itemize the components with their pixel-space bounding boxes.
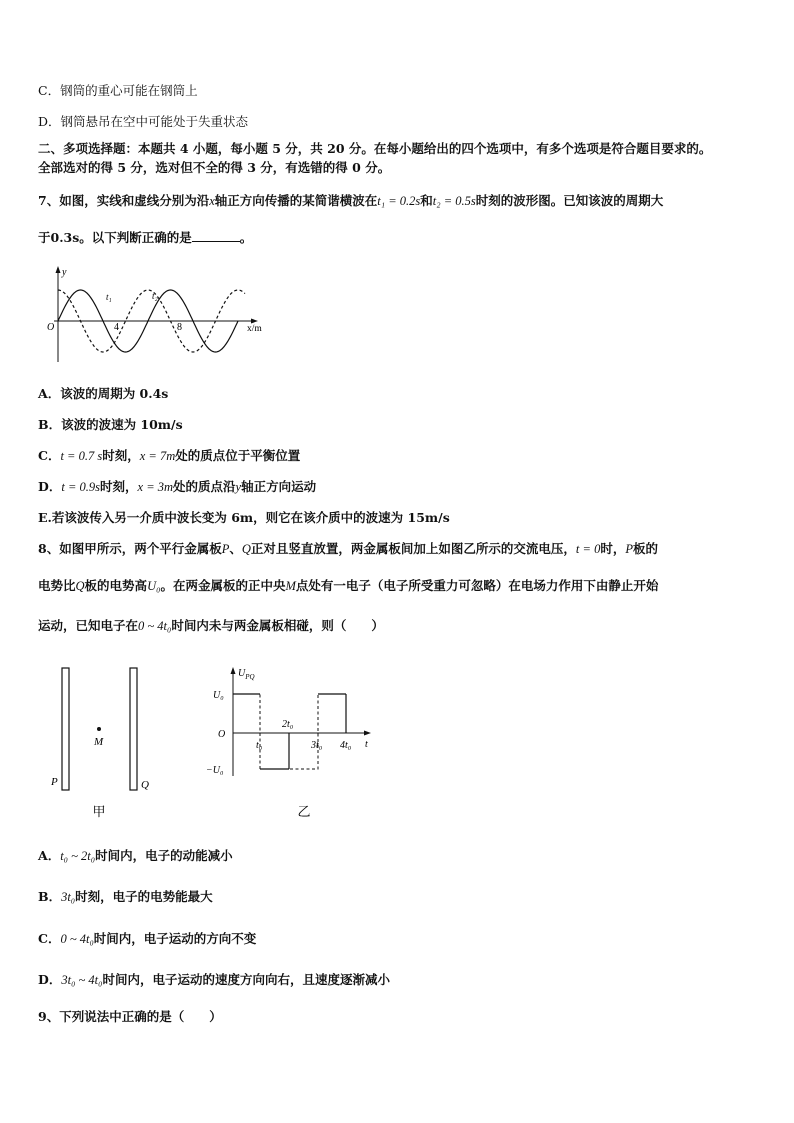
opt-label: C． (38, 448, 61, 463)
q7-stem-text: 和 (420, 193, 433, 208)
q8-text: 8、如图甲所示，两个平行金属板 (38, 541, 222, 556)
q8-text: 时， (600, 541, 626, 556)
q7-option-e: E.若该波传入另一介质中波长变为 6m，则它在该介质中的波速为 15m/s (38, 510, 450, 525)
t-axis-arrow (364, 731, 371, 736)
x-unit-label: x/m (247, 324, 262, 334)
answer-blank (192, 230, 240, 242)
math: x = 3m (137, 480, 174, 494)
q8-text: 时间内未与两金属板相碰，则（ ） (171, 618, 384, 633)
math: 3t₀ (61, 890, 76, 904)
opt-label: D． (38, 479, 62, 494)
label-t0: t₀ (256, 740, 263, 751)
caption-jia: 甲 (92, 805, 106, 820)
q8-stem-line2 (38, 578, 658, 594)
opt-text: 时间内，电子运动的方向不变 (93, 931, 257, 946)
t1-label: t₁ (106, 292, 112, 302)
label-4t0: 4t₀ (340, 740, 352, 751)
math: Q (75, 579, 85, 593)
q7-stem-text: 时刻的波形图。已知该波的周期大 (475, 193, 664, 208)
option-c-prev: C．钢筒的重心可能在钢筒上 (38, 83, 198, 98)
math: U₀ (147, 579, 161, 593)
label-2t0: 2t₀ (282, 719, 294, 730)
opt-label: B． (38, 889, 62, 904)
math: t = 0 (575, 542, 601, 556)
opt-label: A． (38, 848, 61, 863)
label-neg-u0: −U₀ (206, 765, 224, 776)
plate-q (130, 668, 137, 790)
q8-text: 运动，已知电子在 (38, 618, 139, 633)
q7-option-c (38, 448, 300, 464)
q8-stem-line3 (38, 618, 384, 634)
q8-text: 、 (229, 541, 242, 556)
tick-8: 8 (177, 322, 182, 333)
point-m (97, 727, 101, 731)
q7-stem-line2 (38, 230, 252, 246)
opt-label: C． (38, 931, 61, 946)
option-d-prev: D．钢筒悬吊在空中可能处于失重状态 (38, 114, 249, 129)
opt-text: 时刻， (100, 479, 138, 494)
math: x = 7m (139, 449, 176, 463)
opt-text: 时刻，电子的电势能最大 (75, 889, 213, 904)
q8-stem-line1 (38, 541, 658, 557)
label-q: Q (141, 779, 149, 791)
label-origin: O (218, 729, 226, 740)
math: 0 ~ 4t₀ (60, 932, 94, 946)
q8-text: 电势比 (38, 578, 76, 593)
t2-label: t₂ (152, 291, 158, 301)
q8-figure-jia (46, 664, 166, 824)
q8-option-a (38, 848, 233, 864)
opt-text: 时间内，电子的动能减小 (95, 848, 233, 863)
q9-stem: 9、下列说法中正确的是（ ） (38, 1009, 222, 1024)
y-label: y (62, 267, 67, 278)
label-m: M (94, 736, 104, 748)
q7-wave-figure (44, 262, 284, 364)
math: P (625, 542, 633, 556)
math: Q (241, 542, 251, 556)
q8-option-c (38, 931, 256, 947)
q7-stem-text: 轴正方向传播的某简谐横波在 (214, 193, 378, 208)
q7-math-x: x (209, 194, 215, 208)
q8-option-b (38, 889, 213, 905)
q7-option-d (38, 479, 316, 495)
u-axis-arrow (231, 667, 236, 674)
q8-text: 。在两金属板的正中央 (160, 578, 286, 593)
q8-text: 正对且竖直放置，两金属板间加上如图乙所示的交流电压， (250, 541, 576, 556)
label-p: P (51, 776, 58, 788)
opt-text: 处的质点位于平衡位置 (175, 448, 301, 463)
math: M (285, 579, 296, 593)
q7-math-t2: t₂ = 0.5s (432, 194, 476, 208)
plate-p (62, 668, 69, 790)
math: P (221, 542, 230, 556)
math: y (235, 480, 242, 494)
opt-text: 时间内，电子运动的速度方向向右，且速度逐渐减小 (102, 972, 391, 987)
x-axis-arrow (251, 319, 258, 324)
label-u0: U₀ (213, 690, 224, 701)
math: 3t₀ ~ 4t₀ (61, 973, 103, 987)
math: t₀ ~ 2t₀ (60, 849, 96, 863)
label-upq: $U_{PQ}$ (238, 668, 255, 681)
math: t = 0.9s (61, 480, 100, 494)
q8-figure-yi (200, 658, 390, 824)
caption-yi: 乙 (297, 805, 311, 820)
q7-stem-text: 于0.3s。以下判断正确的是 (38, 230, 192, 245)
q8-option-d (38, 972, 390, 988)
q8-text: 板的 (632, 541, 658, 556)
tick-4: 4 (114, 322, 119, 333)
label-3t0: 3t₀ (311, 740, 323, 751)
origin-label: O (47, 322, 55, 333)
q8-text: 点处有一电子（电子所受重力可忽略）在电场力作用下由静止开始 (295, 578, 659, 593)
opt-text: 时刻， (102, 448, 140, 463)
opt-label: D． (38, 972, 62, 987)
section-2-heading: 二、多项选择题：本题共 4 小题，每小题 5 分，共 20 分。在每小题给出的四个选项中，有多个选项是符合题目要求的。 (38, 141, 712, 156)
q7-option-a: A．该波的周期为 0.4s (38, 386, 169, 401)
section-2-heading-cont: 全部选对的得 5 分，选对但不全的得 3 分，有选错的得 0 分。 (38, 160, 391, 175)
q7-stem-text: 。 (239, 230, 253, 245)
q7-stem-line1 (38, 193, 663, 209)
q7-stem-text: 7、如图，实线和虚线分别为沿 (38, 193, 210, 208)
opt-text: 处的质点沿 (173, 479, 236, 494)
q7-option-b: B．该波的波速为 10m/s (38, 417, 183, 432)
math: t = 0.7 s (60, 449, 103, 463)
q8-text: 板的电势高 (84, 578, 148, 593)
label-t: t (365, 739, 368, 750)
q7-math-t1: t₁ = 0.2s (377, 194, 421, 208)
opt-text: 轴正方向运动 (241, 479, 317, 494)
y-axis-arrow (56, 266, 61, 273)
math: 0 ~ 4t₀ (138, 619, 172, 633)
